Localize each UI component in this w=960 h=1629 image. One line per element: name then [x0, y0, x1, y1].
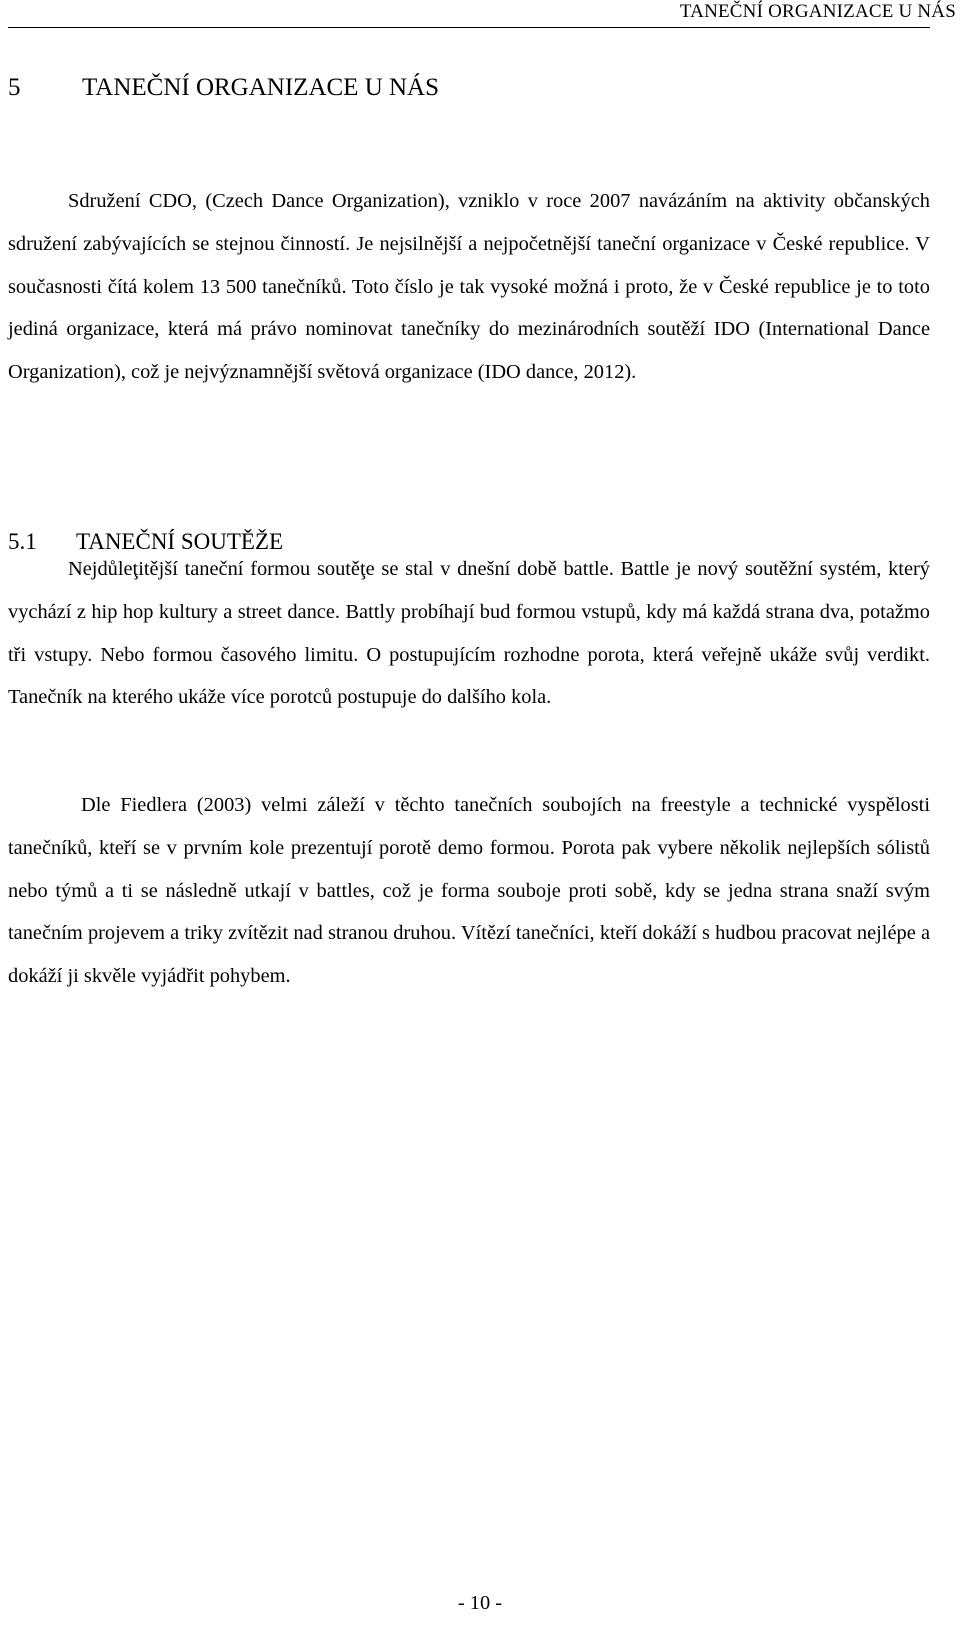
- section-title: TANEČNÍ SOUTĚŽE: [76, 529, 284, 554]
- section-number: 5.1: [8, 529, 37, 554]
- paragraph-battle: [8, 548, 930, 719]
- paragraph-battle-text: Nejdůleţitější taneční formou soutěţe se stal v dnešní době battle. Battle je nový soutěžní systém, který vychází z hip hop kultury a street dance. Battly probíhají bud formou vstupů, kdy má každá strana dva, potažmo tři vstupy. Nebo formou časového limitu. O postupujícím rozhodne porota, která veřejně ukáže svůj verdikt. Tanečník na kterého ukáže více porotců postupuje do dalšího kola.: [8, 558, 930, 709]
- paragraph-cdo-text: Sdružení CDO, (Czech Dance Organization), vzniklo v roce 2007 navázáním na aktivity občanských sdružení zabývajících se stejnou činností. Je nejsilnější a nejpočetnější taneční organizace v České republice. V současnosti čítá kolem 13 500 tanečníků. Toto číslo je tak vysoké možná i proto, že v České republice je to toto jediná organizace, která má právo nominovat tanečníky do mezinárodních soutěží IDO (International Dance Organization), což je nejvýznamnější světová organizace (IDO dance, 2012).: [8, 190, 930, 384]
- running-header: [680, 0, 956, 24]
- chapter-title: TANEČNÍ ORGANIZACE U NÁS: [82, 74, 440, 101]
- header-divider: [8, 27, 930, 28]
- chapter-number: 5: [8, 74, 21, 101]
- chapter-heading: [8, 72, 439, 104]
- running-header-text: TANEČNÍ ORGANIZACE U NÁS: [679, 1, 956, 22]
- page-number: - 10 -: [457, 1592, 503, 1614]
- paragraph-fiedler: [8, 784, 930, 998]
- paragraph-cdo: [8, 180, 930, 394]
- paragraph-fiedler-text: Dle Fiedlera (2003) velmi záleží v těchto tanečních soubojích na freestyle a technické vyspělosti tanečníků, kteří se v prvním kole prezentují porotě demo formou. Porota pak vybere několik nejlepších sólistů nebo týmů a ti se následně utkají v battles, což je forma souboje proti sobě, kdy se jedna strana snaží svým tanečním projevem a triky zvítězit nad stranou druhou. Vítězí tanečníci, kteří dokáží s hudbou pracovat nejlépe a dokáží ji skvěle vyjádřit pohybem.: [8, 794, 930, 988]
